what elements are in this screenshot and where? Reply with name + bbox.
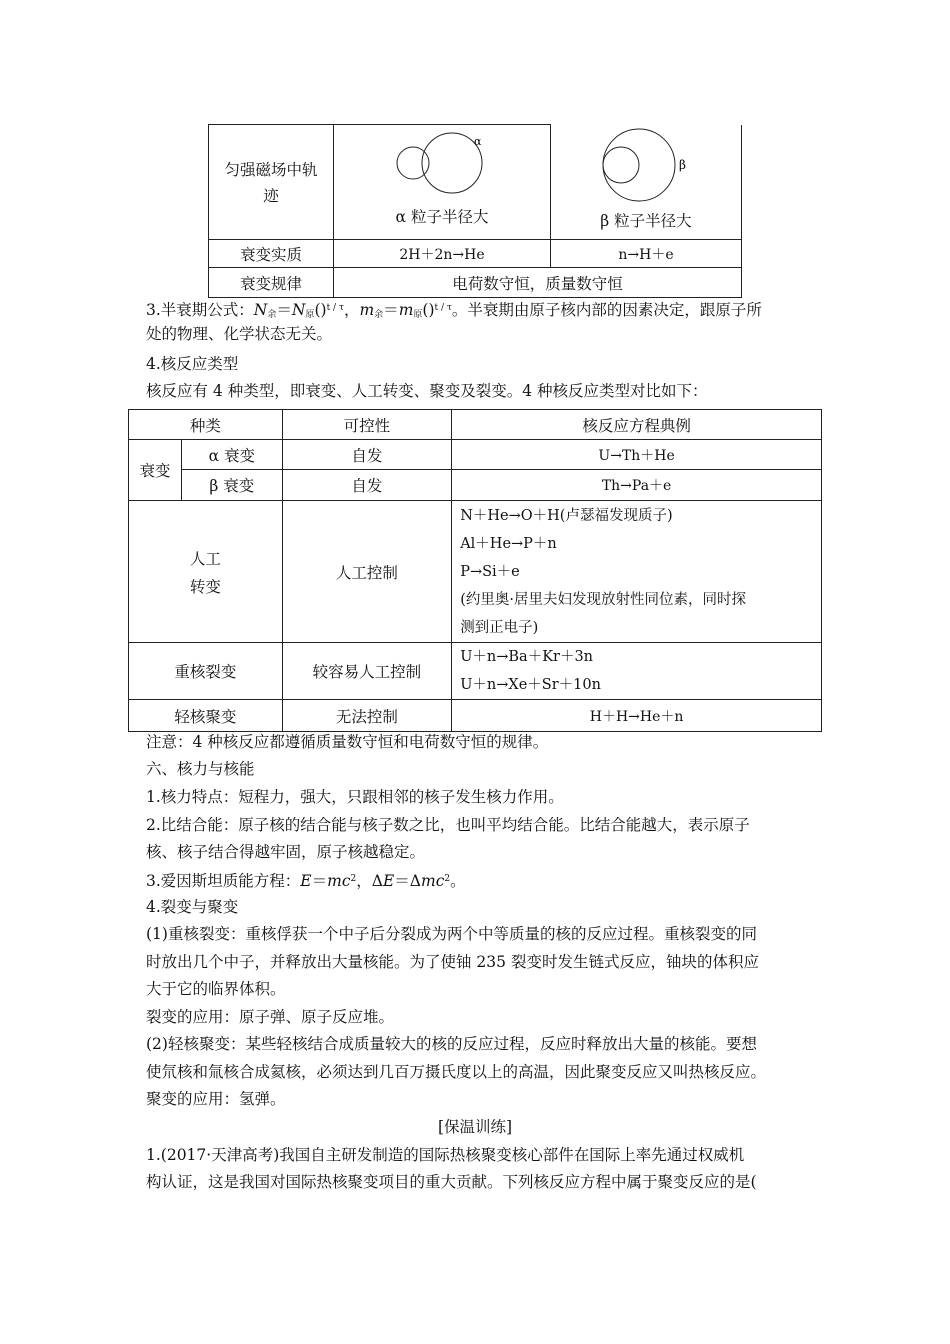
artificial-example-4: (约里奥·居里夫妇发现放射性同位素，同时探 [460,591,746,608]
alpha-decay-example: U→Th＋He [452,440,822,470]
nuclear-force-feature: 1.核力特点：短程力，强大，只跟相邻的核子发生核力作用。 [146,788,564,806]
alpha-caption: α 粒子半径大 [395,208,489,226]
fission-line2: 时放出几个中子，并释放出大量核能。为了使铀 235 裂变时发生链式反应，铀块的体积应 [146,953,759,971]
fission-example-1: U＋n→Ba＋Kr＋3n [460,649,594,665]
question1-line2: 构认证，这是我国对国际热核聚变项目的重大贡献。下列核反应方程中属于聚变反应的是( [146,1173,757,1191]
law-value: 电荷数守恒，质量数守恒 [334,268,742,298]
artificial-control: 人工控制 [282,501,452,643]
trajectory-label-cell [209,125,334,240]
large-circle [422,133,482,193]
essence-label: 衰变实质 [209,240,334,268]
trajectory-label-line1: 匀强磁场中轨 [224,161,318,179]
fission-type: 重核裂变 [129,643,283,700]
section4-title: 4.核反应类型 [146,355,239,373]
training-title: [保温训练] [437,1118,513,1136]
fission-examples [452,643,822,700]
artificial-example-5: 测到正电子) [460,619,539,636]
fission-line1: (1)重核裂变：重核俘获一个中子后分裂成为两个中等质量的核的反应过程。重核裂变的同 [146,925,757,943]
trajectory-label-line2: 迹 [263,187,279,205]
artificial-example-1: N＋He→O＋H(卢瑟福发现质子) [460,507,673,524]
fission-control: 较容易人工控制 [282,643,452,700]
header-example: 核反应方程典例 [452,410,822,440]
alpha-decay-type: α 衰变 [181,440,282,470]
section6-title: 六、核力与核能 [146,760,255,778]
header-type: 种类 [129,410,283,440]
fission-fusion-title: 4.裂变与聚变 [146,898,239,916]
fusion-application: 聚变的应用：氢弹。 [146,1090,286,1108]
binding-energy-line2: 核、核子结合得越牢固，原子核越稳定。 [146,843,426,861]
small-circle [603,147,639,183]
fission-line3: 大于它的临界体积。 [146,980,286,998]
question1-line1: 1.(2017·天津高考)我国自主研发制造的国际热核聚变核心部件在国际上率先通过权威机 [146,1146,745,1164]
essence-alpha: 2H＋2n→He [334,240,551,268]
section4-intro: 核反应有 4 种类型，即衰变、人工转变、聚变及裂变。4 种核反应类型对比如下： [146,382,708,400]
beta-symbol: β [679,157,686,172]
beta-caption: β 粒子半径大 [600,211,692,230]
reaction-types-table [128,409,822,732]
header-control: 可控性 [282,410,452,440]
artificial-type: 人工 转变 [129,501,283,643]
fusion-type: 轻核聚变 [129,700,283,732]
alpha-symbol: α [474,135,482,148]
beta-trajectory-cell [551,125,742,240]
note: 注意：4 种核反应都遵循质量数守恒和电荷数守恒的规律。 [146,733,549,751]
half-life-line2: 处的物理、化学状态无关。 [146,325,333,343]
alpha-trajectory-diagram [334,125,550,205]
binding-energy-line1: 2.比结合能：原子核的结合能与核子数之比，也叫平均结合能。比结合能越大，表示原子 [146,816,750,834]
alpha-decay-control: 自发 [282,440,452,470]
fission-example-2: U＋n→Xe＋Sr＋10n [460,677,601,693]
beta-decay-control: 自发 [282,470,452,501]
beta-decay-example: Th→Pa＋e [452,470,822,501]
beta-trajectory-diagram [551,125,741,209]
fission-application: 裂变的应用：原子弹、原子反应堆。 [146,1008,395,1026]
law-label: 衰变规律 [209,268,334,298]
fusion-example: H＋H→He＋n [452,700,822,732]
decay-comparison-table [208,124,742,298]
decay-group-label: 衰变 [129,440,182,501]
fusion-control: 无法控制 [282,700,452,732]
essence-beta: n→H＋e [551,240,742,268]
alpha-trajectory-cell [334,125,551,240]
artificial-example-3: P→Si＋e [460,563,520,580]
beta-decay-type: β 衰变 [181,470,282,501]
fusion-line2: 使氘核和氚核合成氦核，必须达到几百万摄氏度以上的高温，因此聚变反应又叫热核反应。 [146,1063,767,1081]
artificial-example-2: Al＋He→P＋n [460,535,557,552]
artificial-examples [452,501,822,643]
half-life-formula: 3.半衰期公式：$N_余=N_原()^{t / \tau}$，$m_余=m_原()^{t / \tau}$。半衰期由原子核内部的因素决定，跟原子所 [146,301,762,320]
fusion-line1: (2)轻核聚变：某些轻核结合成质量较大的核的反应过程，反应时释放出大量的核能。要想 [146,1035,757,1053]
mass-energy-equation: 3.爱因斯坦质能方程：$E=mc^2$，ΔE＝Δmc$^2$。 [146,872,466,890]
